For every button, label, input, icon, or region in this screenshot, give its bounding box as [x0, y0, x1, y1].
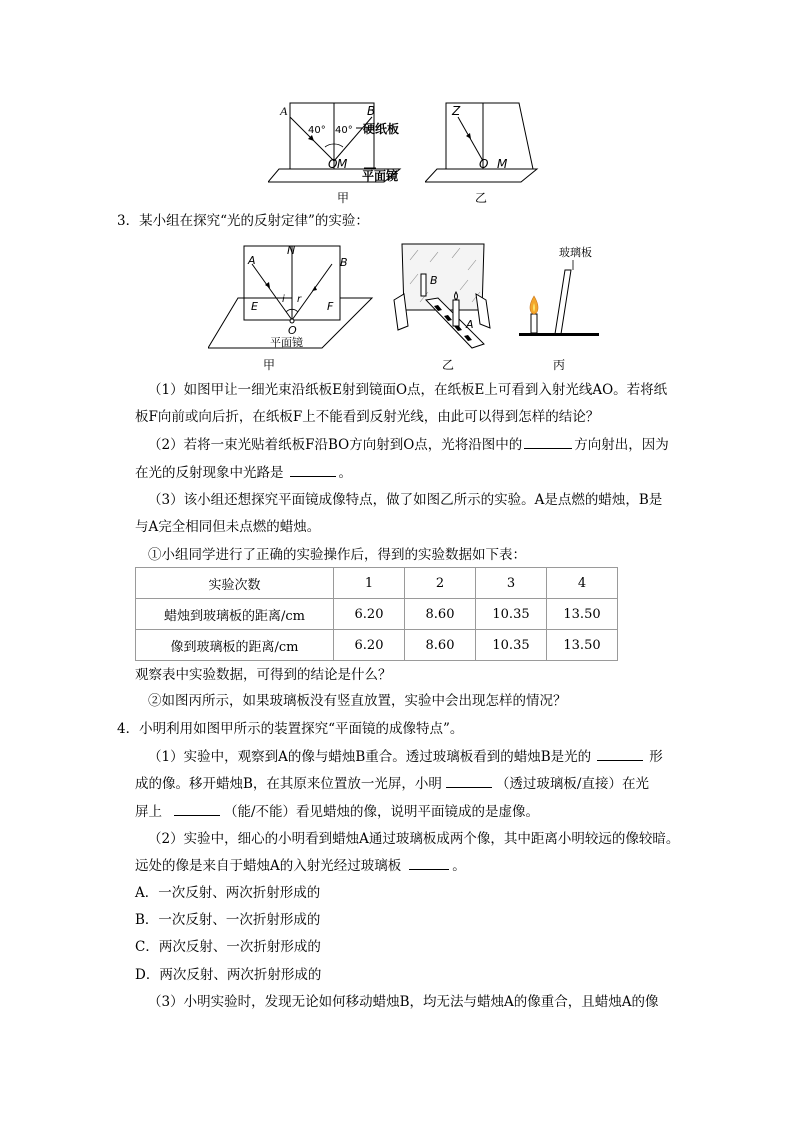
table-cell: 8.60 [405, 599, 476, 630]
q3-figure-jia [208, 238, 378, 373]
q3-part2-text-a: （2）若将一束光贴着纸板F沿BO方向射到O点，光将沿图中的 [148, 437, 523, 453]
q3-part1-line2: 板F向前或向后折，在纸板F上不能看到反射光线，由此可以得到怎样的结论？ [135, 409, 600, 425]
label-O: O [328, 157, 338, 171]
q4-title: 4．小明利用如图甲所示的装置探究“平面镜的成像特点”。 [117, 721, 464, 737]
table-header-row [136, 568, 618, 599]
q3-part1-line1: （1）如图甲让一细光束沿纸板E射到镜面O点，在纸板E上可看到入射光线AO。若将纸 [148, 382, 668, 398]
q3-figure-bing [515, 240, 605, 373]
label-B: B [340, 256, 348, 269]
table-cell: 10.35 [476, 599, 547, 630]
q3-blank-path[interactable] [290, 464, 336, 477]
q4-blank-can[interactable] [174, 803, 220, 816]
mirror-label: 平面镜 [362, 169, 399, 182]
q4-part1-line1 [148, 748, 663, 766]
caption-jia: 甲 [263, 358, 276, 372]
table-header-cell: 2 [405, 568, 476, 599]
label-A: A [280, 104, 288, 118]
q4-part1-text-a: （1）实验中，观察到A的像与蜡烛B重合。透过玻璃板看到的蜡烛B是光的 [148, 749, 592, 765]
label-A: A [466, 318, 474, 331]
angle-right-label: 40° [335, 125, 353, 136]
label-r: r [297, 294, 302, 305]
q3-blank-direction[interactable] [524, 436, 572, 449]
caption-jia: 甲 [337, 191, 350, 205]
q4-option-c[interactable]: C．两次反射、一次折射形成的 [135, 939, 321, 955]
q4-part2-text-b: 。 [452, 858, 466, 874]
top-figure-yi [425, 95, 545, 205]
board-label: 硬纸板 [363, 122, 400, 136]
q4-part1-text-b: 形 [649, 749, 663, 765]
table-cell: 8.60 [405, 630, 476, 661]
incident-ray [458, 117, 483, 161]
table-header-cell: 3 [476, 568, 547, 599]
q3-part2-line2 [135, 464, 352, 482]
table-cell: 10.35 [476, 630, 547, 661]
q4-part2-line1: （2）实验中，细心的小明看到蜡烛A通过玻璃板成两个像，其中距离小明较远的像较暗。 [148, 831, 680, 847]
label-B: B [367, 104, 376, 118]
label-B: B [430, 274, 438, 287]
q4-part3-line1: （3）小明实验时，发现无论如何移动蜡烛B，均无法与蜡烛A的像重合，且蜡烛A的像 [148, 994, 659, 1010]
label-O: O [288, 324, 297, 337]
table-cell: 像到玻璃板的距离/cm [136, 630, 334, 661]
q4-option-d[interactable]: D．两次反射、两次折射形成的 [135, 967, 322, 983]
q3-title: 3．某小组在探究“光的反射定律”的实验： [117, 213, 369, 229]
q4-part1-text-e: 屏上 [135, 804, 162, 820]
candle [531, 314, 537, 333]
caption-yi: 乙 [475, 191, 488, 205]
candle-A [453, 300, 459, 326]
table-cell: 13.50 [547, 630, 618, 661]
table-row [136, 599, 618, 630]
q4-option-b[interactable]: B．一次反射、一次折射形成的 [135, 912, 321, 928]
caption-bing: 丙 [553, 358, 566, 372]
glass-plate [402, 244, 484, 310]
q3-figure-yi [390, 240, 500, 373]
table-header-cell: 4 [547, 568, 618, 599]
q4-blank-choice[interactable] [409, 857, 449, 870]
q4-part1-line3 [135, 803, 539, 821]
angle-arc-right [334, 144, 343, 147]
caption-yi: 乙 [442, 358, 455, 372]
q3-part2-text-d: 。 [338, 465, 352, 481]
angle-arc-left [325, 144, 334, 147]
table-row [136, 630, 618, 661]
q4-part2-line2 [135, 857, 466, 875]
point-O [290, 319, 294, 323]
q3-part3-sub2: ②如图丙所示，如果玻璃板没有竖直放置，实验中会出现怎样的情况？ [148, 693, 567, 709]
candle-B [421, 274, 426, 296]
q3-part2-text-b: 方向射出，因为 [574, 437, 669, 453]
q4-blank-light[interactable] [597, 748, 643, 761]
glass-label: 玻璃板 [559, 246, 592, 259]
label-Z: Z [452, 104, 461, 118]
label-M: M [337, 157, 348, 171]
label-M: M [497, 157, 508, 171]
q4-part1-text-c: 成的像。移开蜡烛B，在其原来位置放一光屏，小明 [135, 776, 442, 792]
label-O: O [479, 157, 489, 171]
table-cell: 6.20 [334, 630, 405, 661]
board-right-folded [483, 103, 533, 169]
q4-part1-text-d: （透过玻璃板/直接）在光 [495, 776, 649, 792]
q3-data-table [135, 567, 618, 661]
table-header-cell: 1 [334, 568, 405, 599]
table-cell: 蜡烛到玻璃板的距离/cm [136, 599, 334, 630]
q3-part2-text-c: 在光的反射现象中光路是 [135, 465, 284, 481]
q4-blank-view[interactable] [446, 775, 492, 788]
label-N: N [287, 244, 296, 257]
label-A: A [248, 254, 256, 267]
table-header-cell: 实验次数 [136, 568, 334, 599]
label-i: i [282, 294, 285, 305]
q3-part3-line2: 与A完全相同但未点燃的蜡烛。 [135, 519, 321, 535]
q3-part3-sub1: ①小组同学进行了正确的实验操作后，得到的实验数据如下表： [148, 547, 526, 563]
mirror-label: 平面镜 [270, 336, 303, 349]
tilted-glass [555, 270, 571, 334]
q3-part2-line1 [148, 436, 669, 454]
q4-option-a[interactable]: A．一次反射、两次折射形成的 [135, 885, 321, 901]
q4-part1-text-f: （能/不能）看见蜡烛的像，说明平面镜成的是虚像。 [224, 804, 540, 820]
table-cell: 6.20 [334, 599, 405, 630]
q3-part3-line1: （3）该小组还想探究平面镜成像特点，做了如图乙所示的实验。A是点燃的蜡烛，B是 [148, 492, 663, 508]
label-F: F [327, 300, 334, 313]
table-cell: 13.50 [547, 599, 618, 630]
label-E: E [251, 300, 258, 313]
q4-part1-line2 [135, 775, 649, 793]
q3-after-table: 观察表中实验数据，可得到的结论是什么？ [135, 667, 392, 683]
support-right [476, 294, 490, 328]
flame-A [455, 292, 458, 300]
q4-part2-text-a: 远处的像是来自于蜡烛A的入射光经过玻璃板 [135, 858, 402, 874]
angle-left-label: 40° [308, 125, 326, 136]
incident-arrow [466, 133, 471, 139]
board-mirror-callouts [356, 118, 416, 182]
